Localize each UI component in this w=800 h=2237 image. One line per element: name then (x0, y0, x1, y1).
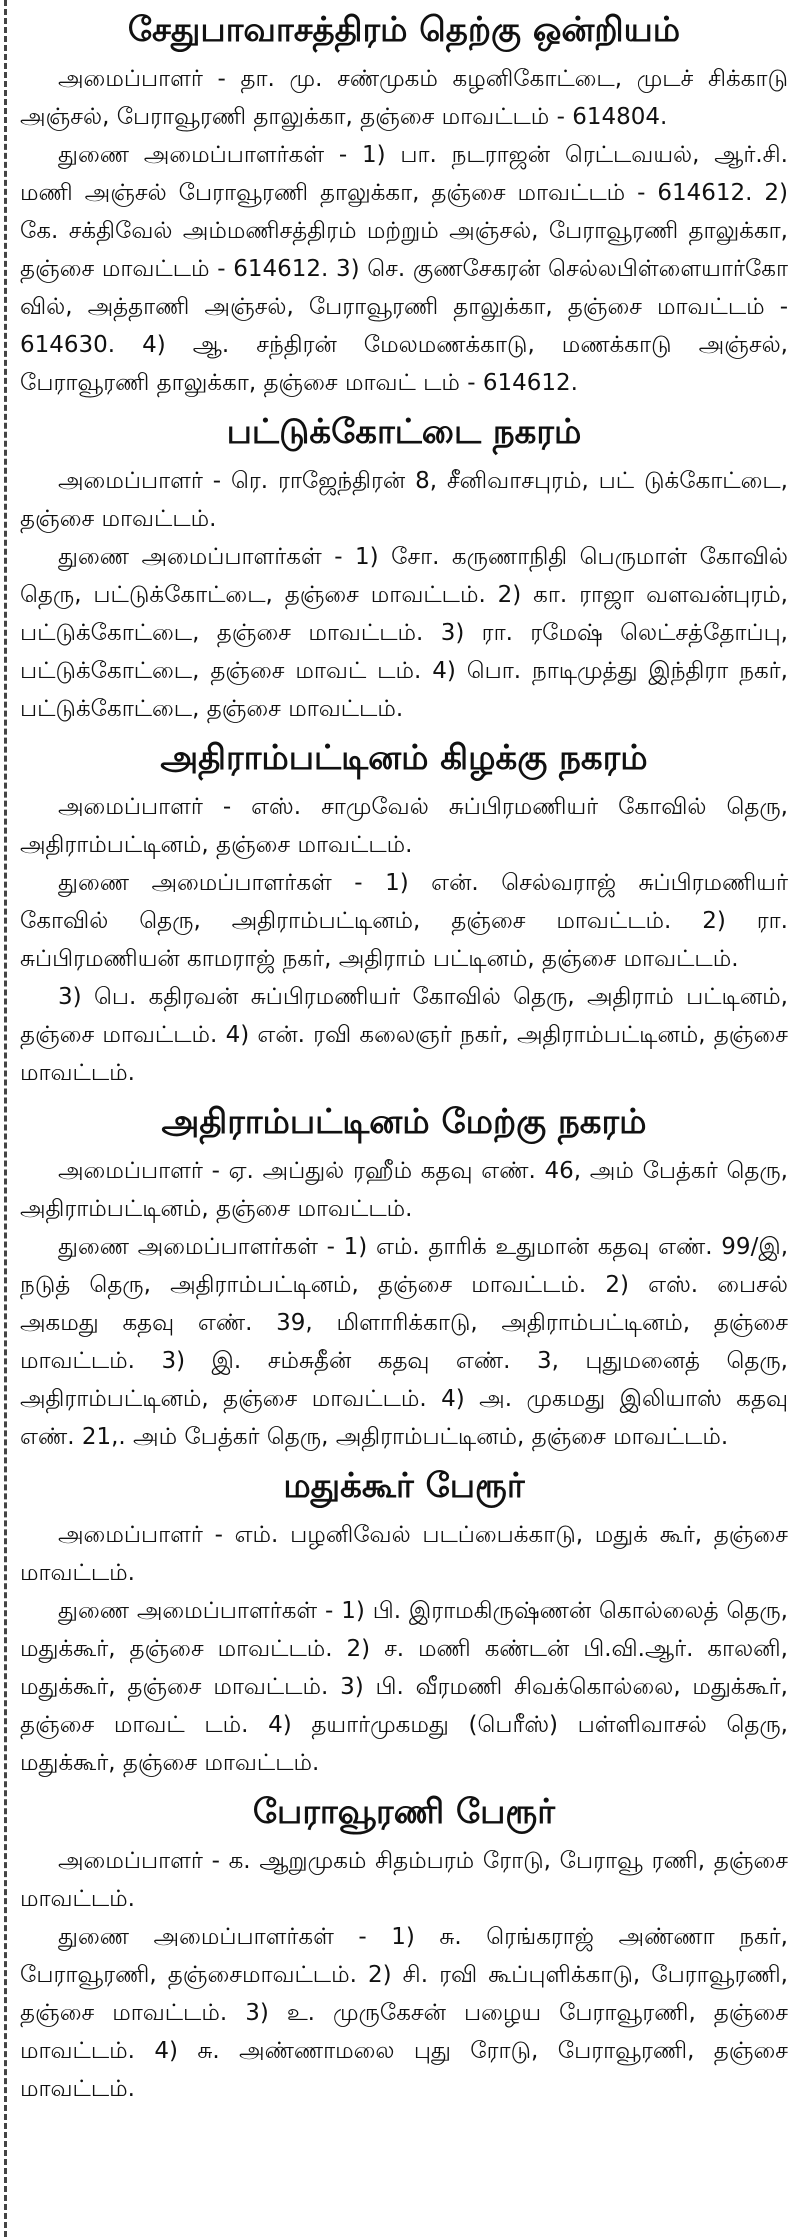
document-page (20, 0, 788, 2237)
organizer-paragraph: அமைப்பாளர் - தா. மு. சண்முகம் கழனிகோட்டை, முடச் சிக்காடு அஞ்சல், பேராவூரணி தாலுக்கா, தஞ்சை மாவட்டம் - 614804. (20, 66, 788, 130)
organizer-paragraph: அமைப்பாளர் - ரெ. ராஜேந்திரன் 8, சீனிவாசபுரம், பட் டுக்கோட்டை, தஞ்சை மாவட்டம். (20, 468, 788, 532)
organizer-paragraph: அமைப்பாளர் - எம். பழனிவேல் படப்பைக்காடு, மதுக் கூர், தஞ்சை மாவட்டம். (20, 1522, 788, 1586)
organizer-paragraph: அமைப்பாளர் - ஏ. அப்துல் ரஹீம் கதவு எண். 46, அம் பேத்கர் தெரு, அதிராம்பட்டினம், தஞ்சை மாவட்டம். (20, 1158, 788, 1222)
section-heading: பேராவூரணி பேரூர் (252, 1792, 556, 1832)
organizer-paragraph: அமைப்பாளர் - எஸ். சாமுவேல் சுப்பிரமணியர் கோவில் தெரு, அதிராம்பட்டினம், தஞ்சை மாவட்டம். (20, 794, 788, 858)
deputy-organizers-paragraph: துணை அமைப்பாளர்கள் - 1) எம். தாரிக் உதுமான் கதவு எண். 99/இ, நடுத் தெரு, அதிராம்பட்டினம், தஞ்சை மாவட்டம். 2) எஸ். பைசல் அகமது கதவு எண். 39, மிளாரிக்காடு, அதிராம்பட்டினம், தஞ்சை மாவட்டம். 3) இ. சம்சுதீன் கதவு எண். 3, புதுமனைத் தெரு, அதிராம்பட்டினம், தஞ்சை மாவட்டம். 4) அ. முகமது இலியாஸ் கதவு எண். 21,. அம் பேத்கர் தெரு, அதிராம்பட்டினம், தஞ்சை மாவட்டம். (20, 1234, 788, 1450)
dashed-left-border (4, 0, 7, 2237)
deputy-organizers-paragraph: துணை அமைப்பாளர்கள் - 1) பா. நடராஜன் ரெட்டவயல், ஆர்.சி. மணி அஞ்சல் பேராவூரணி தாலுக்கா, தஞ்சை மாவட்டம் - 614612. 2) கே. சக்திவேல் அம்மணிசத்திரம் மற்றும் அஞ்சல், பேராவூரணி தாலுக்கா, தஞ்சை மாவட்டம் - 614612. 3) செ. குணசேகரன் செல்லபிள்ளையார்கோ வில், அத்தாணி அஞ்சல், பேராவூரணி தாலுக்கா, தஞ்சை மாவட்டம் - 614630. 4) ஆ. சந்திரன் மேலமணக்காடு, மணக்காடு அஞ்சல், பேராவூரணி தாலுக்கா, தஞ்சை மாவட் டம் - 614612. (20, 142, 788, 396)
section-heading: சேதுபாவாசத்திரம் தெற்கு ஒன்றியம் (127, 10, 681, 50)
deputy-organizers-paragraph: துணை அமைப்பாளர்கள் - 1) சு. ரெங்கராஜ் அண்ணா நகர், பேராவூரணி, தஞ்சைமாவட்டம். 2) சி. ரவி கூப்புளிக்காடு, பேராவூரணி, தஞ்சை மாவட்டம். 3) உ. முருகேசன் பழைய பேராவூரணி, தஞ்சை மாவட்டம். 4) சு. அண்ணாமலை புது ரோடு, பேராவூரணி, தஞ்சை மாவட்டம். (20, 1924, 788, 2102)
section-heading: அதிராம்பட்டினம் கிழக்கு நகரம் (160, 738, 648, 778)
section-sethubavachathiram (20, 6, 788, 402)
deputy-organizers-paragraph: துணை அமைப்பாளர்கள் - 1) என். செல்வராஜ் சுப்பிரமணியர் கோவில் தெரு, அதிராம்பட்டினம், தஞ்சை மாவட்டம். 2) ரா. சுப்பிரமணியன் காமராஜ் நகர், அதிராம் பட்டினம், தஞ்சை மாவட்டம். (20, 870, 788, 972)
organizer-paragraph: அமைப்பாளர் - க. ஆறுமுகம் சிதம்பரம் ரோடு, பேராவூ ரணி, தஞ்சை மாவட்டம். (20, 1848, 788, 1912)
section-pattukottai (20, 408, 788, 728)
section-adirampattinam-west (20, 1098, 788, 1456)
section-heading: பட்டுக்கோட்டை நகரம் (226, 412, 582, 452)
section-peravurani (20, 1788, 788, 2108)
section-madukkur (20, 1462, 788, 1782)
section-heading: மதுக்கூர் பேரூர் (283, 1466, 525, 1506)
section-adirampattinam-east (20, 734, 788, 1092)
deputy-organizers-paragraph: துணை அமைப்பாளர்கள் - 1) பி. இராமகிருஷ்ணன் கொல்லைத் தெரு, மதுக்கூர், தஞ்சை மாவட்டம். 2) ச. மணி கண்டன் பி.வி.ஆர். காலனி, மதுக்கூர், தஞ்சை மாவட்டம். 3) பி. வீரமணி சிவக்கொல்லை, மதுக்கூர், தஞ்சை மாவட் டம். 4) தயார்முகமது (பெரீஸ்) பள்ளிவாசல் தெரு, மதுக்கூர், தஞ்சை மாவட்டம். (20, 1598, 788, 1776)
section-heading: அதிராம்பட்டினம் மேற்கு நகரம் (161, 1102, 647, 1142)
deputy-organizers-paragraph-continued: 3) பெ. கதிரவன் சுப்பிரமணியர் கோவில் தெரு, அதிராம் பட்டினம், தஞ்சை மாவட்டம். 4) என். ரவி கலைஞர் நகர், அதிராம்பட்டினம், தஞ்சை மாவட்டம். (20, 984, 788, 1086)
deputy-organizers-paragraph: துணை அமைப்பாளர்கள் - 1) சோ. கருணாநிதி பெருமாள் கோவில் தெரு, பட்டுக்கோட்டை, தஞ்சை மாவட்டம். 2) கா. ராஜா வளவன்புரம், பட்டுக்கோட்டை, தஞ்சை மாவட்டம். 3) ரா. ரமேஷ் லெட்சத்தோப்பு, பட்டுக்கோட்டை, தஞ்சை மாவட் டம். 4) பொ. நாடிமுத்து இந்திரா நகர், பட்டுக்கோட்டை, தஞ்சை மாவட்டம். (20, 544, 788, 722)
